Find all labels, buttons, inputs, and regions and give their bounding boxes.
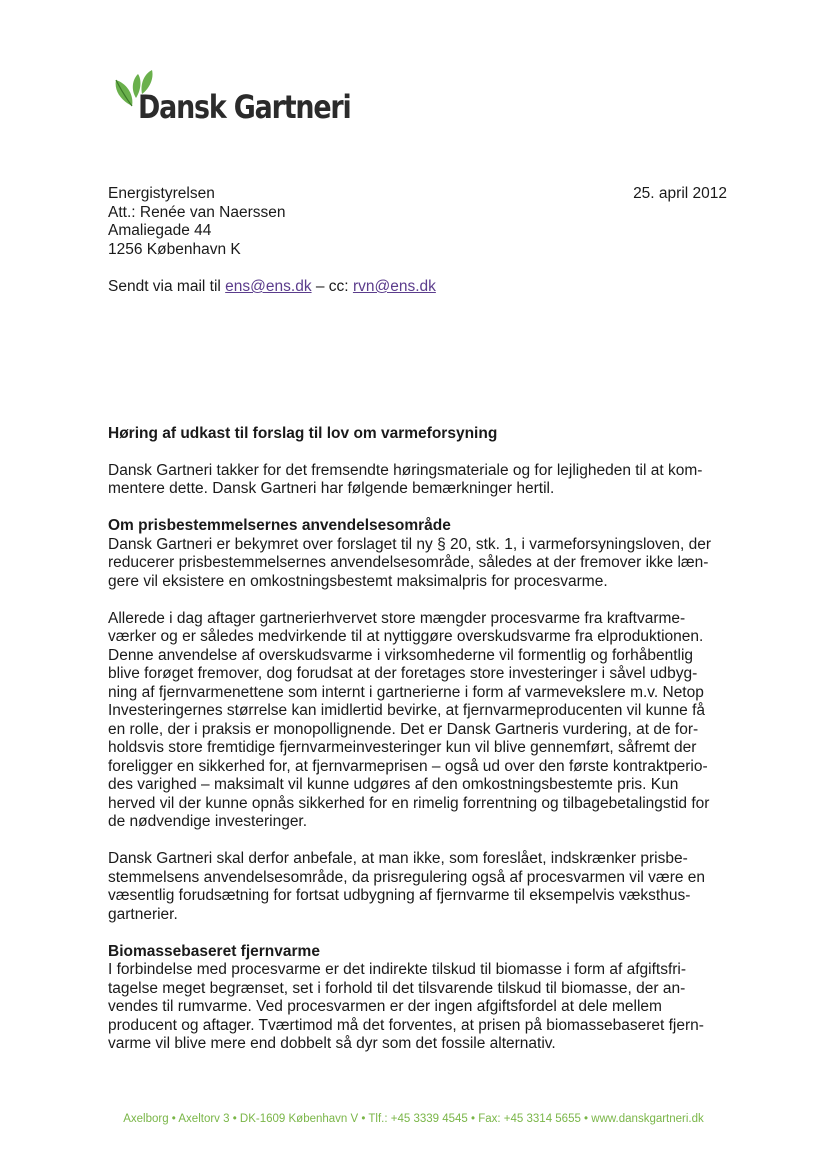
letter-heading: Høring af udkast til forslag til lov om varmeforsyning [108,425,498,442]
section-title-biomasse: Biomassebaseret fjernvarme [108,942,320,960]
logo-wordmark: Dansk Gartneri [138,88,351,126]
dansk-gartneri-logo [112,66,351,130]
section1-paragraph-1 [108,536,736,592]
text-line: Dansk Gartneri skal derfor anbefale, at man ikke, som foreslået, indskrænker prisbe- [108,850,688,867]
text-line: Dansk Gartneri takker for det fremsendte høringsmateriale og for lejligheden til at kom- [108,461,703,479]
text-line: Dansk Gartneri er bekymret over forslaget til ny § 20, stk. 1, i varmeforsyningsloven, der [108,535,712,553]
text-line: holdsvis store fremtidige fjernvarmeinvesteringer kun vil blive gennemført, såfremt der [108,739,697,756]
address-line: Att.: Renée van Naerssen [108,203,286,221]
text-line: reducerer prisbestemmelsernes anvendelsesområde, således at der fremover ikke læn- [108,554,709,571]
sent-cc: – cc: [311,278,353,295]
text-line: foreligger en sikkerhed for, at fjernvarmeprisen – også ud over den første kontraktperio- [108,757,708,775]
text-line: varme vil blive mere end dobbelt så dyr som det fossile alternativ. [108,1035,556,1052]
section1-paragraph-3 [108,850,736,924]
sent-prefix: Sendt via mail til [108,278,226,295]
text-line: I forbindelse med procesvarme er det indirekte tilskud til biomasse i form af afgiftsfri- [108,961,687,978]
email-link-ens[interactable]: ens@ens.dk [225,278,312,295]
address-line: Energistyrelsen [108,185,215,202]
text-line: stemmelsens anvendelsesområde, da prisregulering også af procesvarmen vil være en [108,868,706,886]
text-line: Allerede i dag aftager gartnerierhvervet store mængder procesvarme fra kraftvarme- [108,609,686,627]
text-line: gere vil eksistere en omkostningsbestemt maksimalpris for procesvarme. [108,572,608,590]
text-line: Denne anvendelse af overskudsvarme i virksomhederne vil formentlig og forhåbentlig [108,646,694,664]
text-line: tagelse meget begrænset, set i forhold til det tilsvarende tilskud til biomasse, der an- [108,979,686,997]
address-line: 1256 København K [108,240,241,258]
section-title-prisbestemmelser: Om prisbestemmelsernes anvendelsesområde [108,517,451,534]
section2-paragraph-1 [108,961,736,1054]
recipient-address [108,185,286,259]
sent-via-mail [108,278,436,297]
email-link-rvn[interactable]: rvn@ens.dk [352,278,436,295]
text-line: ning af fjernvarmenettene som internt i gartnerierne i form af varmevekslere m.v. Netop [108,683,704,701]
letter-body [108,425,736,1072]
text-line: producent og aftager. Tværtimod må det forventes, at prisen på biomassebaseret fjern- [108,1016,704,1034]
intro-paragraph [108,462,736,499]
text-line: vendes til rumvarme. Ved procesvarmen er der ingen afgiftsfordel at dele mellem [108,998,662,1015]
text-line: herved vil der kunne opnås sikkerhed for en rimelig forrentning og tilbagebetalingstid for [108,794,710,812]
text-line: en rolle, der i praksis er monopollignende. Det er Dansk Gartneris vurdering, at de for- [108,720,699,738]
address-line: Amaliegade 44 [108,222,212,239]
text-line: blive forøget fremover, dog forudsat at der foretages store investeringer i såvel udbyg- [108,665,698,682]
text-line: værker og er således medvirkende til at nyttiggøre overskudsvarme fra elproduktionen. [108,628,704,645]
text-line: des varighed – maksimalt vil kunne udgøres af den omkostningsbestemte pris. Kun [108,776,679,793]
letter-date: 25. april 2012 [633,185,727,202]
text-line: væsentlig forudsætning for fortsat udbygning af fjernvarme til eksempelvis væksthus- [108,887,691,904]
section1-paragraph-2 [108,610,736,832]
text-line: Investeringernes størrelse kan imidlertid bevirke, at fjernvarmeproducenten vil kunne få [108,702,706,719]
text-line: mentere dette. Dansk Gartneri har følgende bemærkninger hertil. [108,480,555,497]
text-line: de nødvendige investeringer. [108,813,308,830]
letter-footer: Axelborg • Axeltorv 3 • DK-1609 København V • Tlf.: +45 3339 4545 • Fax: +45 3314 5655 • www.danskgartneri.dk [123,1113,704,1125]
text-line: gartnerier. [108,905,178,923]
